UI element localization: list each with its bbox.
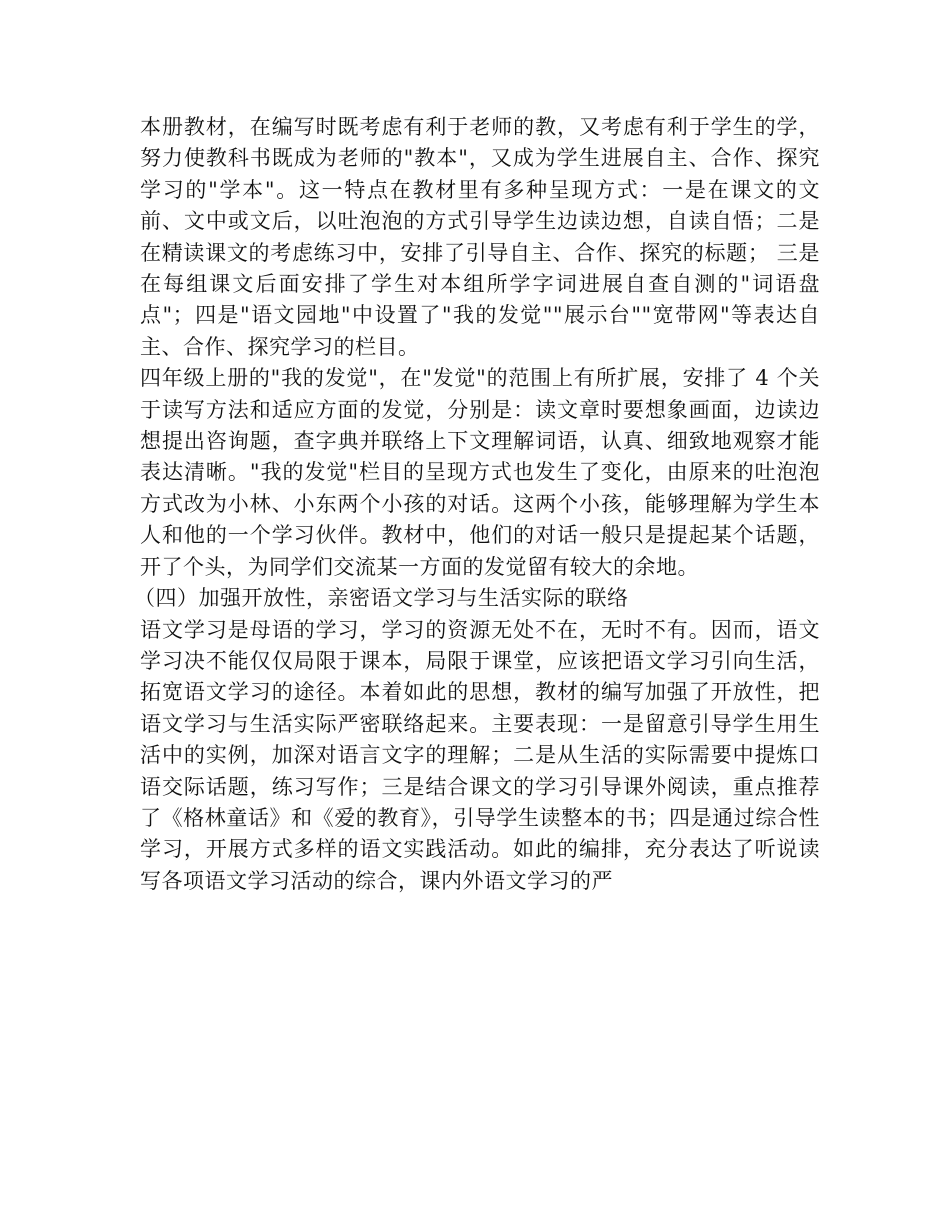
paragraph-1: 本册教材，在编写时既考虑有利于老师的教，又考虑有利于学生的学，努力使教科书既成为老师的"教本"，又成为学生进展自主、合作、探究学习的"学本"。这一特点在教材里有多种呈现方式：一是在课文的文前、文中或文后，以吐泡泡的方式引导学生边读边想，自读自悟；二是在精读课文的考虑练习中，安排了引导自主、合作、探究的标题； 三是在每组课文后面安排了学生对本组所学字词进展自查自测的"词语盘点"；四是"语文园地"中设置了"我的发觉""展示台""宽带网"等表达自主、合作、探究学习的栏目。 <box>140 115 820 359</box>
paragraph-3: 语文学习是母语的学习，学习的资源无处不在，无时不有。因而，语文学习决不能仅仅局限于课本，局限于课堂，应该把语文学习引向生活，拓宽语文学习的途径。本着如此的思想，教材的编写加强了开放性，把语文学习与生活实际严密联络起来。主要表现：一是留意引导学生用生活中的实例，加深对语言文字的理解；二是从生活的实际需要中提炼口语交际话题，练习写作；三是结合课文的学习引导课外阅读，重点推荐了《格林童话》和《爱的教育》，引导学生读整本的书；四是通过综合性学习，开展方式多样的语文实践活动。如此的编排，充分表达了听说读写各项语文学习活动的综合，课内外语文学习的严 <box>140 617 820 893</box>
paragraph-2: 四年级上册的"我的发觉"，在"发觉"的范围上有所扩展，安排了 4 个关于读写方法和适应方面的发觉，分别是：读文章时要想象画面，边读边想提出咨询题，查字典并联络上下文理解词语，认真、细致地观察才能表达清晰。"我的发觉"栏目的呈现方式也发生了变化，由原来的吐泡泡方式改为小林、小东两个小孩的对话。这两个小孩，能够理解为学生本人和他的一个学习伙伴。教材中，他们的对话一般只是提起某个话题，开了个头，为同学们交流某一方面的发觉留有较大的余地。 <box>140 366 820 579</box>
document-page <box>134 112 820 897</box>
section-heading: （四）加强开放性，亲密语文学习与生活实际的联络 <box>134 586 629 611</box>
